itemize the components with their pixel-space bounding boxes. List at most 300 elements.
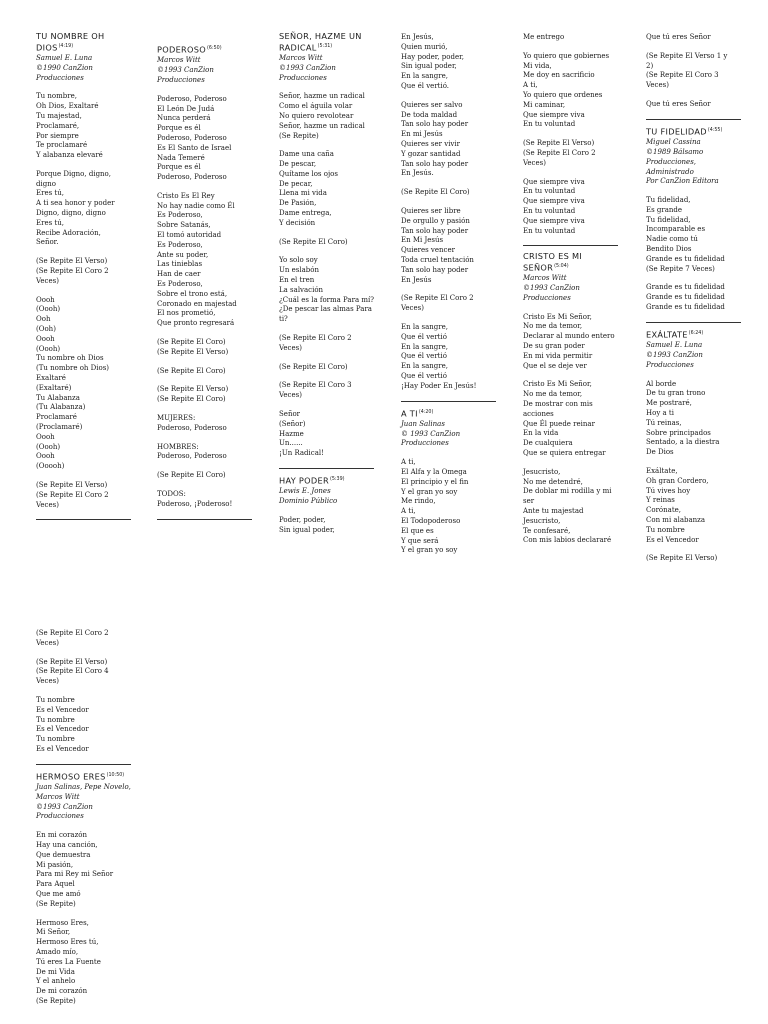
lyric-line: De mi Vida <box>36 967 75 976</box>
song-credit: ©1990 CanZion <box>36 63 93 72</box>
lyric-line: (Oooh) <box>36 305 61 314</box>
lyric-line: Es Poderoso, <box>157 211 203 220</box>
stanza <box>157 95 252 183</box>
stanza <box>157 338 252 358</box>
lyric-line: Ante su poder, <box>157 250 209 259</box>
stanza <box>523 468 618 546</box>
lyric-line: Dame una caña <box>279 150 334 159</box>
lyric-line: Porque es él <box>157 163 201 172</box>
lyric-line: Veces) <box>36 500 59 509</box>
song-title <box>646 329 741 340</box>
lyric-line: Que él vertió <box>401 332 447 341</box>
lyric-line: Te confesaré, <box>523 526 571 535</box>
lyric-line: (Se Repite El Coro 2 <box>401 294 474 303</box>
song-credit: Samuel E. Luna <box>36 53 93 62</box>
stanza <box>157 192 252 329</box>
song-title <box>36 32 131 53</box>
lyric-line: Que siempre viva <box>523 110 585 119</box>
lyric-line: De orgullo y pasión <box>401 216 470 225</box>
lyric-line: Tan solo hay poder <box>401 226 469 235</box>
lyric-line: Y decisión <box>279 218 316 227</box>
lyric-line: Ooh <box>36 315 51 324</box>
lyric-line: Que él vertió <box>401 371 447 380</box>
lyric-line: Yo solo soy <box>279 256 318 265</box>
lyric-line: De tu gran trono <box>646 389 706 398</box>
lyric-line: Sobre principados <box>646 428 711 437</box>
lyric-line: (Exaltaré) <box>36 383 72 392</box>
stanza <box>523 139 618 168</box>
lyric-line: (Se Repite El Verso) <box>36 657 108 666</box>
stanza <box>646 33 741 43</box>
lyric-line: El León De Judá <box>157 104 215 113</box>
lyric-line: En la sangre, <box>401 72 448 81</box>
lyric-line: Tu nombre <box>36 715 75 724</box>
lyric-line: Un...... <box>279 439 303 448</box>
lyric-line: Yo quiero que gobiernes <box>523 51 610 60</box>
lyric-line: (Tu nombre oh Dios) <box>36 364 110 373</box>
stanza <box>279 381 374 401</box>
song-duration: (4:55) <box>707 127 723 133</box>
lyric-line: Cristo Es Mi Señor, <box>523 380 592 389</box>
lyric-line: Y el gran yo soy <box>401 487 458 496</box>
lyric-line: Tu nombre oh Dios <box>36 354 104 363</box>
lyric-line: (Se Repite El Coro) <box>157 338 226 347</box>
stanza <box>36 629 131 649</box>
lyric-line: Y que será <box>401 536 439 545</box>
lyric-line: (Se Repite) <box>36 997 76 1006</box>
lyric-line: De cualquiera <box>523 439 573 448</box>
lyric-line: Sobre el trono está, <box>157 289 228 298</box>
lyric-line: Que siempre viva <box>523 177 585 186</box>
song-title <box>523 252 618 273</box>
lyric-line: Me rindo, <box>401 497 436 506</box>
lyric-line: Yo quiero que ordenes <box>523 90 603 99</box>
lyric-line: Oooh <box>36 334 55 343</box>
stanza <box>279 92 374 141</box>
stanza <box>36 831 131 909</box>
stanza <box>157 443 252 463</box>
lyric-line: De doblar mi rodilla y mi <box>523 487 612 496</box>
lyric-line: Grande es tu fidelidad <box>646 283 725 292</box>
stanza <box>36 481 131 510</box>
song-duration: (10:50) <box>106 772 125 778</box>
lyric-line: Exáltate, <box>646 466 678 475</box>
lyric-line: Sin igual poder, <box>279 525 335 534</box>
lyric-line: El Todopoderoso <box>401 517 461 525</box>
song-credit: Miguel Cassina <box>646 138 701 147</box>
lyric-line: Poder, poder, <box>279 515 326 524</box>
stanza <box>401 101 496 179</box>
lyric-line: Grande es tu fidelidad <box>646 293 725 302</box>
song-title <box>279 32 374 53</box>
lyric-line: En tu voluntad <box>523 120 576 129</box>
lyric-line: (Se Repite El Coro 4 <box>36 667 109 676</box>
lyric-line: En Jesús, <box>401 33 434 41</box>
lyric-line: Es Poderoso, <box>157 240 203 249</box>
lyric-line: (Se Repite El Coro 3 <box>279 381 352 390</box>
stanza <box>36 919 131 1007</box>
lyric-line: Es el Vencedor <box>36 744 89 753</box>
stanza <box>401 207 496 285</box>
song-title <box>646 126 741 137</box>
lyric-line: Quieres ser vivir <box>401 139 460 148</box>
lyric-line: HOMBRES: <box>157 442 199 451</box>
lyric-line: Hazme <box>279 429 304 438</box>
lyric-line: (Tu Alabanza) <box>36 403 86 412</box>
lyric-line: Me doy en sacrificio <box>523 71 595 80</box>
lyric-line: Veces) <box>523 158 546 167</box>
lyric-line: De toda maldad <box>401 110 458 119</box>
lyric-line: (Se Repite El Coro 2 <box>36 267 109 276</box>
song-divider <box>157 519 252 520</box>
lyric-line: ser <box>523 497 535 506</box>
lyric-line: Me entrego <box>523 33 565 41</box>
lyric-line: Cristo Es Mi Señor, <box>523 312 592 321</box>
lyric-line: (Se Repite El Coro 2 <box>523 148 596 157</box>
lyric-line: (Oooh) <box>36 344 61 353</box>
lyric-line: No me da temor, <box>523 322 583 331</box>
song-title-text: TU FIDELIDAD <box>646 126 707 137</box>
stanza <box>646 554 741 564</box>
stanza <box>36 170 131 248</box>
lyric-line: Ante tu majestad <box>523 507 584 515</box>
lyric-line: Cristo Es El Rey <box>157 191 215 200</box>
lyric-line: (Oooh) <box>36 442 61 451</box>
song-credit: Producciones, Administrado <box>646 157 697 176</box>
lyric-line: Y alabanza elevaré <box>36 151 103 160</box>
lyric-line: Y reinas <box>646 496 675 505</box>
lyric-line: ¿Cuál es la forma Para mí? <box>279 295 374 304</box>
stanza <box>279 150 374 228</box>
song-divider <box>646 322 741 323</box>
song-credit: Marcos Witt <box>36 792 80 801</box>
lyric-line: (Se Repite El Coro) <box>157 395 226 404</box>
song-credit: Dominio Público <box>279 497 338 506</box>
lyric-line: En la sangre, <box>401 342 448 351</box>
stanza <box>646 380 741 458</box>
lyric-line: (Se Repite El Coro) <box>279 237 348 246</box>
lyric-line: ¡Hay Poder En Jesús! <box>401 381 477 390</box>
song-title <box>279 475 374 486</box>
lyric-line: Mi pasión, <box>36 860 74 869</box>
lyric-line: De pescar, <box>279 160 317 169</box>
lyric-line: Que Él puede reinar <box>523 419 595 428</box>
lyric-line: Tu Alabanza <box>36 393 80 402</box>
column-5 <box>523 33 618 551</box>
stanza <box>36 257 131 286</box>
stanza <box>279 410 374 459</box>
lyric-line: Que tú eres Señor <box>646 99 711 108</box>
lyric-line: Con mis labios declararé <box>523 536 612 545</box>
song-credit: ©1989 Bálsamo <box>646 147 704 156</box>
lyric-line: Te proclamaré <box>36 141 88 150</box>
stanza <box>401 294 496 314</box>
song-block <box>279 475 374 541</box>
lyric-line: Han de caer <box>157 270 201 279</box>
lyric-line: De Dios <box>646 448 674 457</box>
lyric-line: acciones <box>523 409 554 418</box>
lyric-line: Oh gran Cordero, <box>646 476 709 485</box>
song-title-text: HAY PODER <box>279 475 329 486</box>
lyric-line: A ti, <box>401 507 416 516</box>
lyric-line: De su gran poder <box>523 342 585 351</box>
lyric-line: En Mi Jesús <box>401 236 444 245</box>
song-credit: Producciones <box>646 360 694 369</box>
lyric-line: Tu nombre <box>36 735 75 744</box>
lyric-line: Tan solo hay poder <box>401 159 469 168</box>
lyric-line: Que se quiera entregar <box>523 449 606 458</box>
song-credit: ©1993 CanZion <box>36 802 93 811</box>
lyric-line: Que el se deje ver <box>523 361 587 370</box>
lyric-line: Veces) <box>36 276 59 285</box>
stanza <box>646 196 741 274</box>
lyric-line: Proclamaré, <box>36 121 80 130</box>
lyric-line: Es el Vencedor <box>36 705 89 714</box>
stanza <box>523 178 618 237</box>
lyric-line: (Se Repite El Coro) <box>279 362 348 371</box>
lyric-line: Proclamaré <box>36 413 77 422</box>
song-block <box>36 771 131 1012</box>
stanza <box>279 256 374 325</box>
lyric-line: Para Aquel <box>36 880 75 889</box>
lyric-line: A ti, <box>523 81 538 90</box>
lyric-line: Señor. <box>36 238 59 247</box>
lyric-line: En la vida <box>523 429 559 438</box>
stanza <box>646 283 741 312</box>
lyric-line: Poderoso, Poderoso <box>157 94 227 103</box>
song-title-text: A TI <box>401 408 418 419</box>
song-title-text: PODEROSO <box>157 44 207 55</box>
lyric-line: No quiero revolotear <box>279 111 354 120</box>
lyric-line: ¿De pescar las almas Para ti? <box>279 305 372 324</box>
column-6 <box>646 33 741 569</box>
song-block <box>36 629 131 760</box>
lyric-line: Nadie como tú <box>646 235 698 244</box>
lyric-line: Digno, digno, digno <box>36 209 106 218</box>
lyric-line: Que siempre viva <box>523 197 585 206</box>
lyric-line: Un eslabón <box>279 266 319 275</box>
stanza <box>36 658 131 687</box>
lyric-line: Veces) <box>36 677 59 686</box>
stanza <box>401 188 496 198</box>
lyric-line: Tan solo hay poder <box>401 265 469 274</box>
column-4 <box>401 33 496 561</box>
song-block <box>36 32 131 515</box>
lyric-line: Oooh <box>36 295 55 304</box>
song-block <box>646 33 741 115</box>
song-credit: © 1993 CanZion <box>401 429 461 438</box>
lyric-line: Porque Digno, digno, <box>36 169 111 178</box>
lyric-line: Eres tú, <box>36 189 64 198</box>
stanza <box>401 458 496 556</box>
lyric-line: Quieres ser libre <box>401 206 461 215</box>
lyric-line: Que él vertió. <box>401 81 450 90</box>
lyric-line: Hay una canción, <box>36 841 98 850</box>
lyric-line: Tú eres La Fuente <box>36 957 101 966</box>
song-block <box>401 33 496 397</box>
lyric-line: (Se Repite El Verso) <box>36 257 108 266</box>
stanza <box>157 385 252 405</box>
lyric-line: Veces) <box>279 343 302 352</box>
stanza <box>279 516 374 536</box>
lyric-line: (Se Repite) <box>279 131 319 140</box>
lyric-line: En tu voluntad <box>523 206 576 215</box>
song-credit: Marcos Witt <box>523 274 567 283</box>
stanza <box>646 100 741 110</box>
lyric-line: Tú vives hoy <box>646 486 691 495</box>
lyric-line: Con mi alabanza <box>646 515 706 524</box>
song-duration: (4:20) <box>418 409 434 415</box>
song-divider <box>646 119 741 120</box>
lyric-line: (Se Repite El Coro) <box>157 366 226 375</box>
stanza <box>401 323 496 392</box>
column-2 <box>157 44 252 526</box>
lyric-line: Oooh <box>36 432 55 441</box>
lyric-line: Amado mío, <box>36 948 79 957</box>
lyric-line: Sentado, a la diestra <box>646 438 720 447</box>
lyric-line: Tu majestad, <box>36 111 82 120</box>
column-1 <box>36 32 131 526</box>
stanza <box>279 238 374 248</box>
lyric-line: Sobre Satanás, <box>157 221 211 230</box>
lyric-line: Quítame los ojos <box>279 169 338 178</box>
song-title-text: TU NOMBRE OH DIOS <box>36 31 105 53</box>
song-block <box>157 44 252 515</box>
lyric-line: Es el Vencedor <box>646 535 699 544</box>
lyric-line: La salvación <box>279 285 324 294</box>
lyric-line: Exaltaré <box>36 374 66 383</box>
lyric-line: Y el anhelo <box>36 977 76 986</box>
lyric-line: (Señor) <box>279 419 306 428</box>
song-credit: Producciones <box>157 75 205 84</box>
lyric-line: digno <box>36 179 56 188</box>
lyric-line: El que es <box>401 526 434 535</box>
stanza <box>157 490 252 510</box>
lyric-line: Por siempre <box>36 131 79 140</box>
lyric-line: Las tinieblas <box>157 260 203 269</box>
stanza <box>36 92 131 161</box>
song-title-text: EXÁLTATE <box>646 329 688 340</box>
stanza <box>157 414 252 434</box>
song-block <box>646 329 741 569</box>
lyric-line: Señor, hazme un radical <box>279 121 365 130</box>
lyric-line: Oooh <box>36 452 55 461</box>
lyric-line: Hoy a ti <box>646 408 674 417</box>
lyric-line: (Ooooh) <box>36 462 65 471</box>
song-duration: (4:19) <box>58 43 74 49</box>
lyric-line: Es El Santo de Israel <box>157 143 232 152</box>
song-block <box>279 32 374 464</box>
song-duration: (6:24) <box>688 330 704 336</box>
lyric-line: Que demuestra <box>36 850 91 859</box>
stanza <box>523 313 618 372</box>
lyric-line: MUJERES: <box>157 414 196 423</box>
lyric-line: Como el águila volar <box>279 102 353 111</box>
lyric-line: El nos prometió, <box>157 309 216 318</box>
lyric-line: (Ooh) <box>36 325 56 334</box>
song-title-text: HERMOSO ERES <box>36 771 106 782</box>
lyric-line: (Proclamaré) <box>36 423 83 432</box>
stanza <box>279 334 374 354</box>
lyric-line: Tu fidelidad, <box>646 196 691 205</box>
lyric-line: En la sangre, <box>401 362 448 371</box>
lyric-line: A ti, <box>401 458 416 467</box>
lyric-line: Nunca perderá <box>157 114 211 123</box>
song-credit: Producciones <box>36 812 84 821</box>
lyric-line: (Se Repite 7 Veces) <box>646 264 715 273</box>
lyric-line: Poderoso, Poderoso <box>157 423 227 432</box>
lyric-line: Es Poderoso, <box>157 280 203 289</box>
lyric-line: Veces) <box>279 391 302 400</box>
song-credit: Marcos Witt <box>279 53 323 62</box>
lyric-line: Que siempre viva <box>523 216 585 225</box>
lyric-line: Me postraré, <box>646 399 692 408</box>
stanza <box>646 467 741 545</box>
lyric-line: No hay nadie como Él <box>157 201 235 210</box>
lyric-line: Mi Señor, <box>36 928 71 937</box>
lyric-line: Jesucristo, <box>523 516 561 525</box>
lyric-line: Incomparable es <box>646 225 706 234</box>
lyric-line: Para mi Rey mi Señor <box>36 870 114 879</box>
song-credit: Producciones <box>279 73 327 82</box>
lyric-line: Veces) <box>646 81 669 90</box>
song-divider <box>279 468 374 469</box>
lyric-line: En mi corazón <box>36 831 88 840</box>
song-title <box>157 44 252 55</box>
lyric-line: Poderoso, Poderoso <box>157 173 227 182</box>
lyric-line: De mi corazón <box>36 987 88 996</box>
lyric-line: (Se Repite El Coro) <box>157 471 226 480</box>
lyric-line: (Se Repite El Verso) <box>157 347 229 356</box>
lyric-line: En el tren <box>279 276 315 285</box>
stanza <box>279 363 374 373</box>
song-duration: (5:04) <box>554 263 569 269</box>
stanza <box>523 33 618 43</box>
lyric-line: El Alfa y la Omega <box>401 468 467 477</box>
lyric-line: (Se Repite El Coro 2 <box>36 629 109 637</box>
lyric-line: De pecar, <box>279 179 313 188</box>
lyric-line: ¡Un Radical! <box>279 449 324 458</box>
lyric-line: En Jesús <box>401 275 432 284</box>
lyric-line: Dame entrega, <box>279 209 332 218</box>
lyric-line: No me da temor, <box>523 390 583 399</box>
lyric-line: TODOS: <box>157 490 186 499</box>
song-credit: ©1993 CanZion <box>523 284 580 293</box>
lyric-line: Que él vertió <box>401 352 447 361</box>
song-block <box>523 252 618 551</box>
lyric-line: Que me amó <box>36 890 81 899</box>
song-credit: ©1993 CanZion <box>646 350 703 359</box>
song-title-text: CRISTO ES MI SEÑOR <box>523 251 583 273</box>
lyric-line: Recibe Adoración, <box>36 228 101 237</box>
song-block <box>401 408 496 562</box>
lyric-line: Sin igual poder, <box>401 62 457 71</box>
song-credit: Producciones <box>523 293 571 302</box>
lyric-line: Tu nombre <box>646 525 685 534</box>
lyric-line: Mi caminar, <box>523 100 566 109</box>
song-divider <box>401 401 496 402</box>
lyric-line: Grande es tu fidelidad <box>646 254 725 263</box>
lyric-line: Veces) <box>36 638 59 647</box>
song-credit: Marcos Witt <box>157 56 201 65</box>
lyric-line: (Se Repite El Verso) <box>157 385 229 394</box>
song-duration: (6:50) <box>207 46 222 51</box>
lyric-line: (Se Repite El Verso) <box>646 554 718 563</box>
lyric-line: Señor, hazme un radical <box>279 92 365 101</box>
lyric-line: (Se Repite) <box>36 899 76 908</box>
lyric-line: Tu fidelidad, <box>646 215 691 224</box>
lyric-line: Es el Vencedor <box>36 725 89 734</box>
